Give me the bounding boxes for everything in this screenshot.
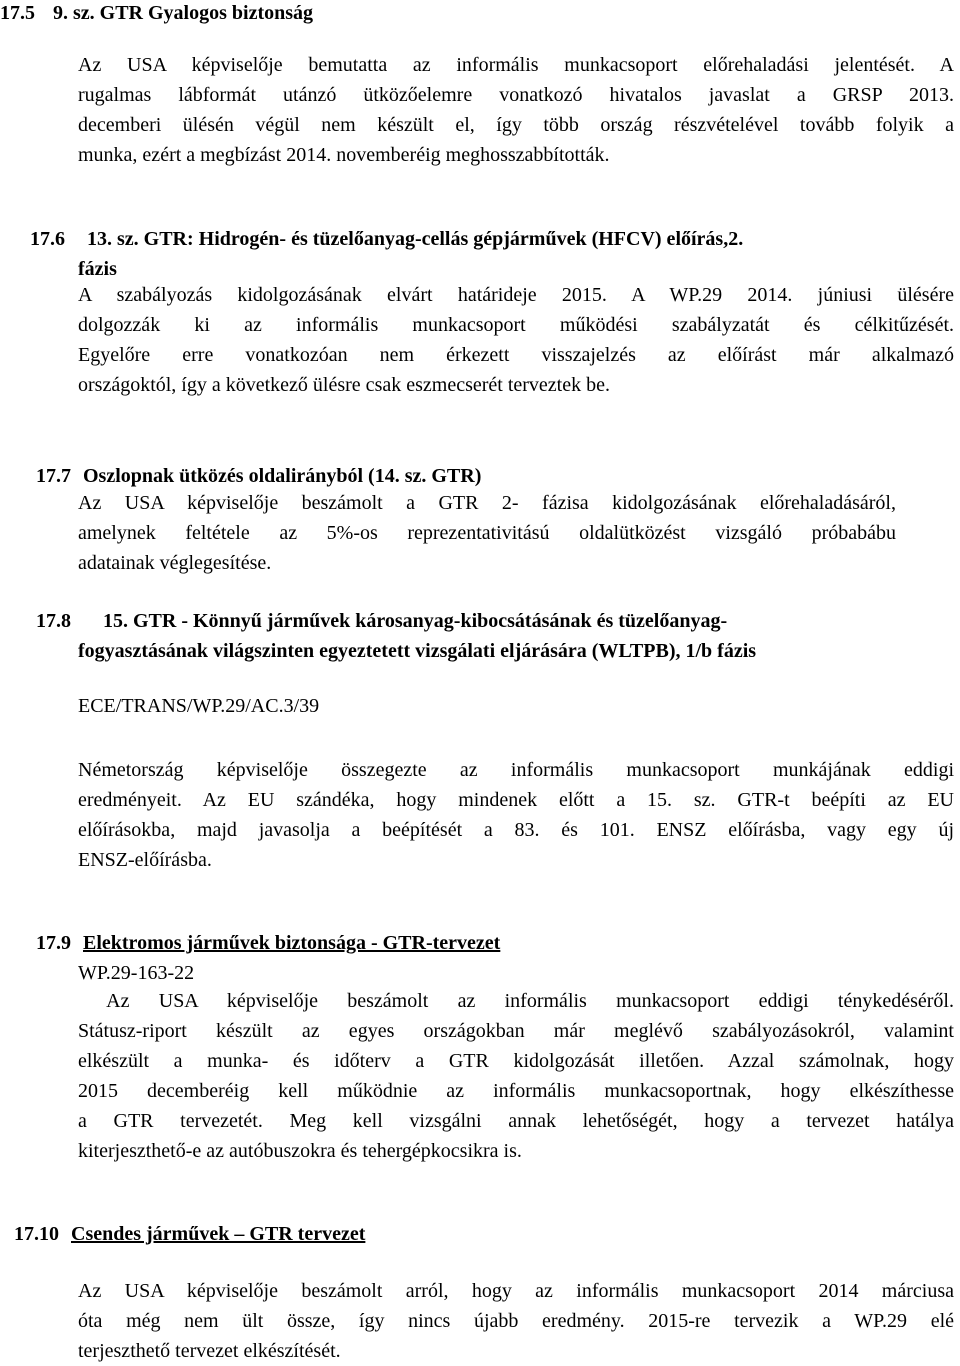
paragraph-line: kiterjeszthető-e az autóbuszokra és tehergépkocsikra is. bbox=[78, 1140, 522, 1162]
paragraph-line: eredményeit. Az EU szándéka, hogy mindenek előtt a 15. sz. GTR-t beépíti az EU bbox=[78, 789, 954, 811]
section-17-10-heading bbox=[14, 1221, 365, 1247]
section-title-continued: fázis bbox=[78, 258, 117, 280]
section-title: Oszlopnak ütközés oldalirányból (14. sz. GTR) bbox=[83, 465, 482, 487]
section-number: 17.9 bbox=[36, 932, 71, 954]
section-number: 17.8 bbox=[36, 610, 71, 632]
paragraph-line: dolgozzák ki az informális munkacsoport működési szabályzatát és célkitűzését. bbox=[78, 314, 954, 336]
section-number: 17.10 bbox=[14, 1223, 59, 1245]
section-title: Elektromos járművek biztonsága - GTR-tervezet bbox=[83, 932, 501, 954]
section-title-continued: fogyasztásának világszinten egyeztetett vizsgálati eljárására (WLTPB), 1/b fázis bbox=[78, 640, 757, 662]
section-title: Csendes járművek – GTR tervezet bbox=[71, 1223, 366, 1245]
paragraph-line: Egyelőre erre vonatkozóan nem érkezett visszajelzés az előírást már alkalmazó bbox=[78, 344, 954, 366]
paragraph-line: 2015 decemberéig kell működnie az informális munkacsoportnak, hogy elkészíthesse bbox=[78, 1080, 954, 1102]
paragraph-line: terjeszthető tervezet elkészítését. bbox=[78, 1340, 341, 1362]
section-17-8-heading bbox=[36, 608, 727, 634]
section-title: 9. sz. GTR Gyalogos biztonság bbox=[53, 2, 314, 24]
paragraph-line: decemberi ülésén végül nem készült el, így több ország részvételével tovább folyik a bbox=[78, 114, 954, 136]
paragraph-line: elkészült a munka- és időterv a GTR kidolgozását illetően. Azzal számolnak, hogy bbox=[78, 1050, 954, 1072]
paragraph-line: rugalmas lábformát utánzó ütközőelemre vonatkozó hivatalos javaslat a GRSP 2013. bbox=[78, 84, 954, 106]
paragraph-line: a GTR tervezetét. Meg kell vizsgálni annak lehetőségét, hogy a tervezet hatálya bbox=[78, 1110, 954, 1132]
section-17-6-heading bbox=[30, 226, 743, 252]
paragraph-line: Az USA képviselője beszámolt a GTR 2- fázisa kidolgozásának előrehaladásáról, bbox=[78, 492, 896, 514]
section-title: 13. sz. GTR: Hidrogén- és tüzelőanyag-cellás gépjárművek (HFCV) előírás,2. bbox=[87, 228, 744, 250]
paragraph-line: országoktól, így a következő ülésre csak eszmecserét terveztek be. bbox=[78, 374, 610, 396]
paragraph-line: munka, ezért a megbízást 2014. novemberéig meghosszabbították. bbox=[78, 144, 610, 166]
paragraph-line: Az USA képviselője bemutatta az informális munkacsoport előrehaladási jelentését. A bbox=[78, 54, 954, 76]
section-17-7-heading bbox=[36, 463, 481, 489]
paragraph-line: óta még nem ült össze, így nincs újabb eredmény. 2015-re tervezik a WP.29 elé bbox=[78, 1310, 954, 1332]
paragraph-line: előírásokba, majd javasolja a beépítését a 83. és 101. ENSZ előírásba, vagy egy új bbox=[78, 819, 954, 841]
section-title: 15. GTR - Könnyű járművek károsanyag-kibocsátásának és tüzelőanyag- bbox=[103, 610, 728, 632]
paragraph-line: Németország képviselője összegezte az informális munkacsoport munkájának eddigi bbox=[78, 759, 954, 781]
paragraph-line: Az USA képviselője beszámolt arról, hogy az informális munkacsoport 2014 márciusa bbox=[78, 1280, 954, 1302]
section-number: 17.5 bbox=[0, 2, 35, 24]
section-number: 17.6 bbox=[30, 228, 65, 250]
paragraph-line: amelynek feltétele az 5%-os reprezentativitású oldalütközést vizsgáló próbabábu bbox=[78, 522, 896, 544]
paragraph-line: adatainak véglegesítése. bbox=[78, 552, 272, 574]
paragraph-line: ENSZ-előírásba. bbox=[78, 849, 212, 871]
document-reference: WP.29-163-22 bbox=[78, 962, 195, 984]
section-17-9-heading bbox=[36, 930, 500, 956]
paragraph-line: Státusz-riport készült az egyes országokban már meglévő szabályozásokról, valamint bbox=[78, 1020, 954, 1042]
paragraph-line: A szabályozás kidolgozásának elvárt határideje 2015. A WP.29 2014. júniusi ülésére bbox=[78, 284, 954, 306]
section-number: 17.7 bbox=[36, 465, 71, 487]
section-17-5-heading bbox=[0, 0, 313, 26]
paragraph-line: Az USA képviselője beszámolt az informális munkacsoport eddigi ténykedéséről. bbox=[78, 990, 954, 1012]
document-reference: ECE/TRANS/WP.29/AC.3/39 bbox=[78, 695, 320, 717]
